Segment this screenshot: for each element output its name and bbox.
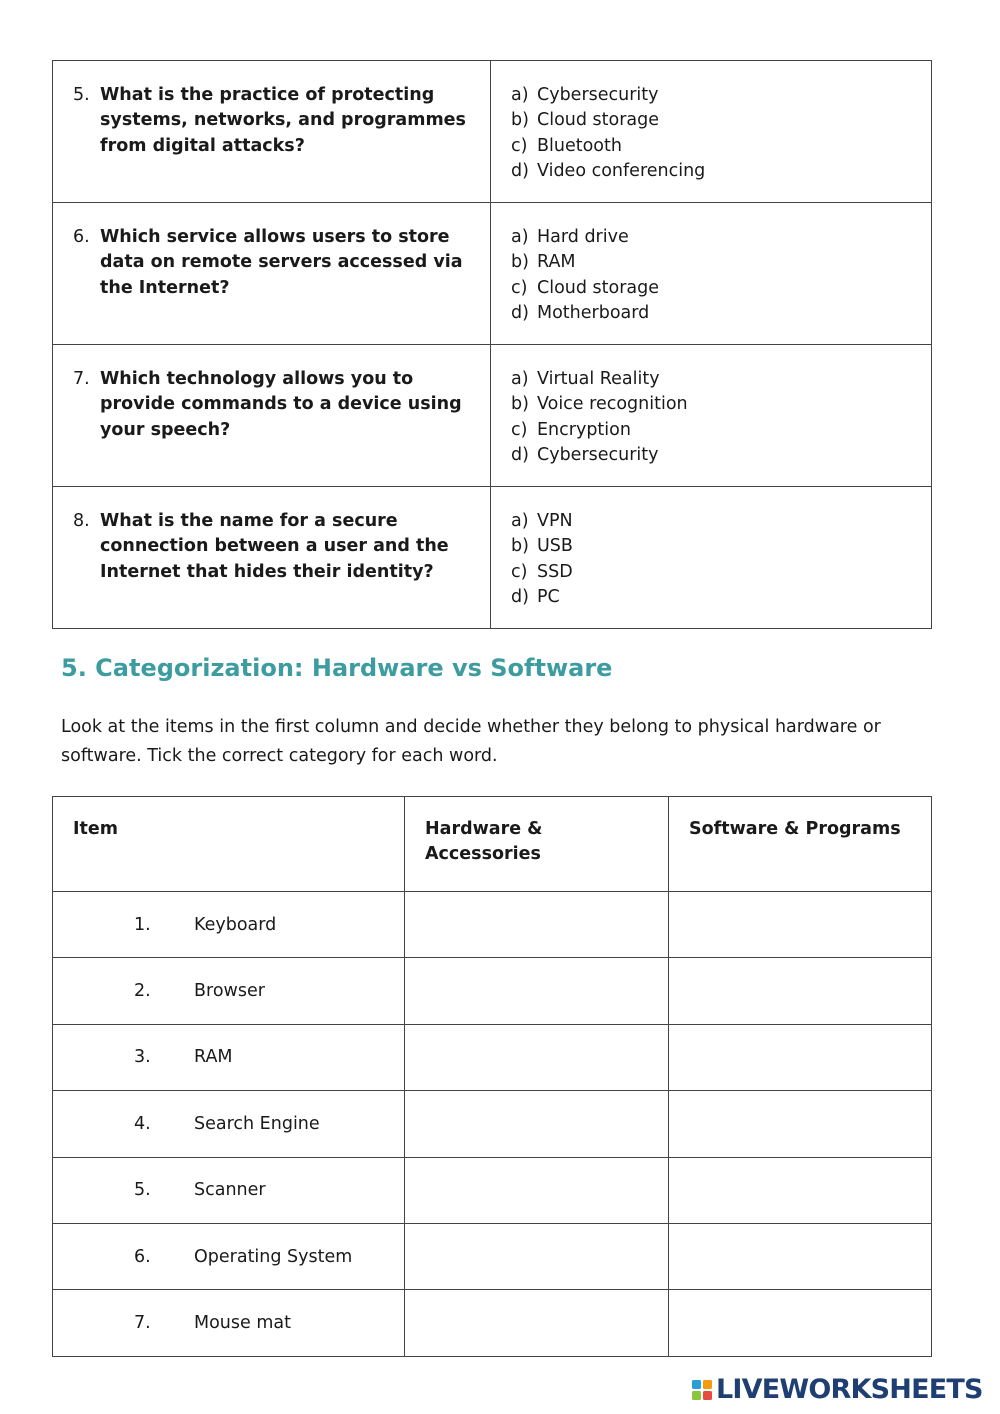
option <box>511 225 911 250</box>
option-text: Hard drive <box>537 227 629 247</box>
logo-square-icon <box>703 1380 712 1389</box>
option-letter: b) <box>511 252 529 273</box>
category-row <box>53 1290 932 1356</box>
item-name: Search Engine <box>194 1113 320 1134</box>
software-tick-cell[interactable] <box>669 958 932 1024</box>
option <box>511 392 911 417</box>
category-row <box>53 1024 932 1090</box>
item-number: 3. <box>134 1047 151 1068</box>
option <box>511 134 911 159</box>
category-row <box>53 892 932 958</box>
option-text: PC <box>537 586 560 607</box>
software-tick-cell[interactable] <box>669 1290 932 1356</box>
question-number: 6. <box>73 227 90 247</box>
option-letter: b) <box>511 536 529 557</box>
option <box>511 585 911 610</box>
hardware-tick-cell[interactable] <box>405 892 669 958</box>
option-letter: c) <box>511 419 528 440</box>
option <box>511 509 911 534</box>
option <box>511 560 911 585</box>
option-text: Bluetooth <box>537 135 622 156</box>
option-text: SSD <box>537 561 573 582</box>
option <box>511 418 911 443</box>
option-letter: a) <box>511 511 529 531</box>
question-text: Which technology allows you to provide commands to a device using your speech? <box>100 369 462 440</box>
logo-text: LIVEWORKSHEETS <box>716 1374 983 1405</box>
item-name: Browser <box>194 981 265 1002</box>
option-text: Voice recognition <box>537 394 688 415</box>
item-cell <box>53 1024 405 1090</box>
item-number: 2. <box>134 981 151 1002</box>
item-cell <box>53 892 405 958</box>
category-row <box>53 1223 932 1289</box>
software-tick-cell[interactable] <box>669 1157 932 1223</box>
option-letter: d) <box>511 444 529 465</box>
question-number: 8. <box>73 511 90 531</box>
options-cell <box>491 61 932 203</box>
item-name: Operating System <box>194 1246 353 1267</box>
question-text: Which service allows users to store data on remote servers accessed via the Internet? <box>100 227 463 298</box>
option-text: Cybersecurity <box>537 85 659 105</box>
quiz-row <box>53 203 932 345</box>
option-text: Video conferencing <box>537 160 706 181</box>
item-cell <box>53 958 405 1024</box>
hardware-tick-cell[interactable] <box>405 1024 669 1090</box>
category-row <box>53 1157 932 1223</box>
option <box>511 443 911 468</box>
options-cell <box>491 487 932 629</box>
question-cell <box>53 203 491 345</box>
software-tick-cell[interactable] <box>669 1024 932 1090</box>
category-row <box>53 958 932 1024</box>
hardware-tick-cell[interactable] <box>405 1290 669 1356</box>
options-cell <box>491 345 932 487</box>
header-software: Software & Programs <box>669 797 932 892</box>
option <box>511 301 911 326</box>
question-number: 7. <box>73 369 90 389</box>
option-letter: d) <box>511 302 529 323</box>
option <box>511 367 911 392</box>
item-number: 4. <box>134 1113 151 1134</box>
option-text: VPN <box>537 511 573 531</box>
item-cell <box>53 1091 405 1157</box>
quiz-table <box>52 60 932 629</box>
header-item: Item <box>53 797 405 892</box>
item-name: Keyboard <box>194 914 277 935</box>
category-row <box>53 1091 932 1157</box>
item-name: RAM <box>194 1047 233 1068</box>
question-cell <box>53 345 491 487</box>
section-instructions: Look at the items in the first column and decide whether they belong to physical hardware or software. Tick the correct category for each word. <box>61 717 881 766</box>
item-number: 1. <box>134 914 151 935</box>
option-text: Cloud storage <box>537 277 660 298</box>
category-table <box>52 796 932 1357</box>
hardware-tick-cell[interactable] <box>405 958 669 1024</box>
option-letter: c) <box>511 277 528 298</box>
option-text: Motherboard <box>537 302 650 323</box>
item-number: 5. <box>134 1180 151 1201</box>
option-letter: a) <box>511 369 529 389</box>
item-number: 7. <box>134 1313 151 1334</box>
option-letter: c) <box>511 135 528 156</box>
option <box>511 83 911 108</box>
quiz-row <box>53 345 932 487</box>
header-hardware: Hardware & Accessories <box>405 797 669 892</box>
software-tick-cell[interactable] <box>669 892 932 958</box>
logo-mark-icon <box>692 1380 712 1400</box>
option-text: Virtual Reality <box>537 369 660 389</box>
option-text: USB <box>537 536 573 557</box>
question-cell <box>53 487 491 629</box>
option-letter: a) <box>511 85 529 105</box>
question-text: What is the name for a secure connection between a user and the Internet that hides their identity? <box>100 511 449 582</box>
liveworksheets-logo <box>692 1374 983 1405</box>
category-header-row <box>53 797 932 892</box>
hardware-tick-cell[interactable] <box>405 1223 669 1289</box>
question-number: 5. <box>73 85 90 105</box>
option <box>511 108 911 133</box>
option-letter: c) <box>511 561 528 582</box>
option-letter: b) <box>511 110 529 131</box>
hardware-tick-cell[interactable] <box>405 1157 669 1223</box>
item-name: Scanner <box>194 1180 266 1201</box>
item-number: 6. <box>134 1246 151 1267</box>
item-cell <box>53 1290 405 1356</box>
hardware-tick-cell[interactable] <box>405 1091 669 1157</box>
option <box>511 159 911 184</box>
item-cell <box>53 1157 405 1223</box>
option-text: Encryption <box>537 419 631 440</box>
options-cell <box>491 203 932 345</box>
section-heading: 5. Categorization: Hardware vs Software <box>61 654 613 682</box>
option-letter: d) <box>511 160 529 181</box>
logo-square-icon <box>703 1391 712 1400</box>
option <box>511 534 911 559</box>
logo-square-icon <box>692 1380 701 1389</box>
software-tick-cell[interactable] <box>669 1223 932 1289</box>
item-name: Mouse mat <box>194 1313 291 1334</box>
option-letter: d) <box>511 586 529 607</box>
option-text: Cybersecurity <box>537 444 659 465</box>
option-letter: a) <box>511 227 529 247</box>
logo-square-icon <box>692 1391 701 1400</box>
option-text: RAM <box>537 252 576 273</box>
item-cell <box>53 1223 405 1289</box>
software-tick-cell[interactable] <box>669 1091 932 1157</box>
quiz-row <box>53 487 932 629</box>
option <box>511 250 911 275</box>
question-text: What is the practice of protecting systems, networks, and programmes from digital attacks? <box>100 85 466 156</box>
option-text: Cloud storage <box>537 110 660 131</box>
quiz-row <box>53 61 932 203</box>
question-cell <box>53 61 491 203</box>
option-letter: b) <box>511 394 529 415</box>
option <box>511 276 911 301</box>
